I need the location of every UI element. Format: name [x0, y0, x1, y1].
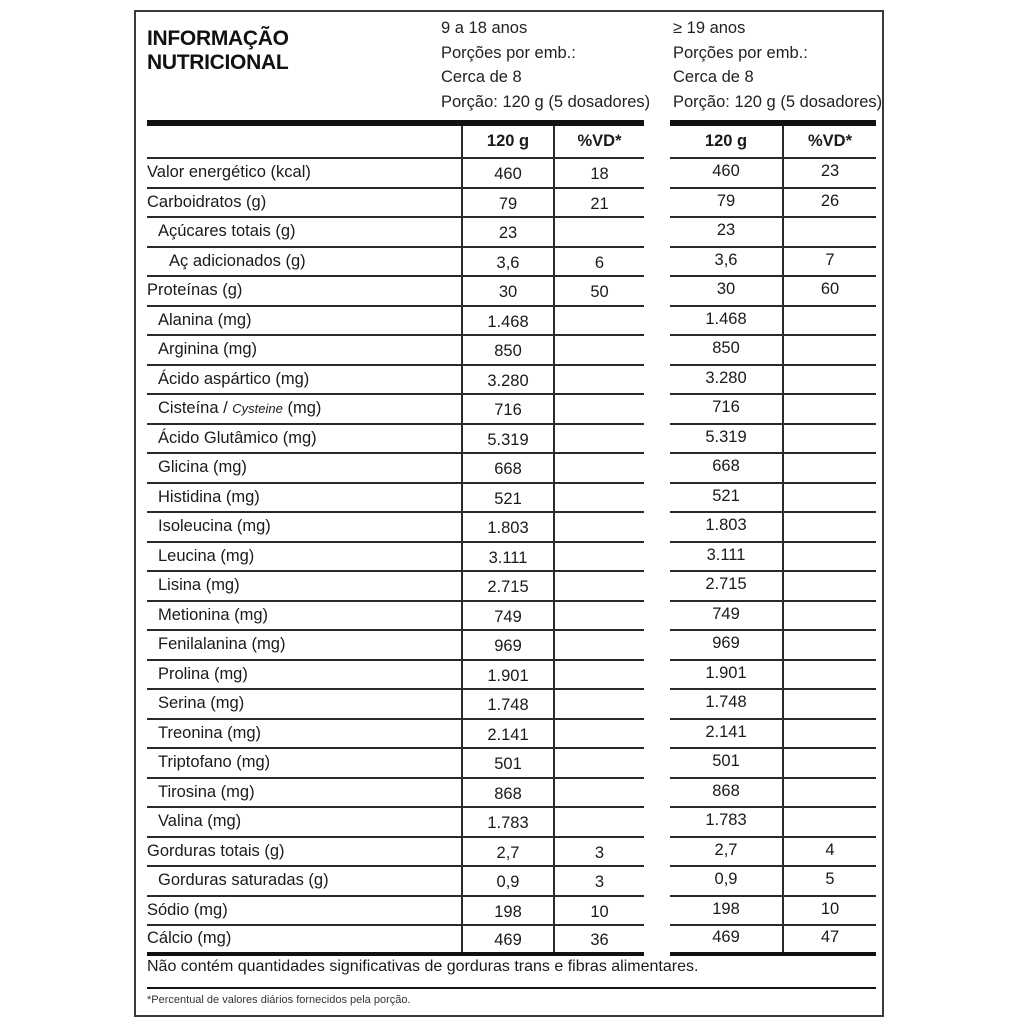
table-row — [670, 513, 876, 543]
amount-value: 716 — [670, 395, 784, 423]
nutrient-name: Carboidratos (g) — [147, 192, 267, 211]
vd-value — [784, 808, 876, 836]
title-line-2: NUTRICIONAL — [147, 51, 289, 74]
amount-value: 198 — [670, 897, 784, 925]
vd-value — [555, 366, 644, 394]
table-row — [670, 543, 876, 573]
vd-value — [555, 307, 644, 335]
table-row — [670, 277, 876, 307]
nutrient-label — [147, 336, 472, 364]
amount-value: 469 — [670, 926, 784, 952]
vd-value — [784, 602, 876, 630]
nutrient-label — [147, 425, 472, 453]
nutrient-label — [147, 867, 472, 895]
table-row — [147, 808, 644, 838]
amount-value: 469 — [461, 926, 555, 952]
vd-value: 5 — [825, 870, 835, 889]
table-row — [670, 425, 876, 455]
group-portion: Porção: 120 g (5 dosadores) — [441, 92, 651, 111]
vd-value: 3 — [594, 873, 605, 892]
nutrient-label — [147, 218, 472, 246]
label-title — [147, 27, 289, 75]
group-servings-label: Porções por emb.: — [441, 43, 576, 62]
vd-value — [784, 543, 876, 571]
nutrient-name: Sódio (mg) — [147, 900, 228, 919]
vd-value: 10 — [590, 902, 609, 921]
amount-value: 1.901 — [461, 661, 555, 689]
table-row — [670, 159, 876, 189]
vd-value — [784, 366, 876, 394]
amount-value: 1.468 — [461, 307, 555, 335]
nutrient-name: Triptofano (mg) — [158, 753, 271, 772]
nutrient-label — [147, 543, 472, 571]
vd-value — [555, 602, 644, 630]
nutrient-name: Valina (mg) — [158, 812, 242, 831]
vd-value — [555, 425, 644, 453]
amount-value: 850 — [461, 336, 555, 364]
table-row — [670, 248, 876, 278]
amount-value: 2.141 — [461, 720, 555, 748]
amount-value: 460 — [461, 159, 555, 187]
nutrient-name: Lisina (mg) — [158, 576, 240, 595]
header-amount: 120 g — [670, 126, 784, 157]
amount-value: 79 — [670, 189, 784, 217]
daily-value-footnote: *Percentual de valores diários fornecidos pela porção. — [147, 994, 411, 1006]
table-row — [147, 720, 644, 750]
table-header-row — [147, 126, 644, 159]
nutrient-label — [147, 189, 461, 217]
vd-value: 36 — [590, 931, 609, 950]
amount-value: 1.803 — [670, 513, 784, 541]
amount-value: 460 — [670, 159, 784, 187]
amount-value: 0,9 — [461, 867, 555, 895]
vd-value: 50 — [590, 283, 609, 302]
nutrient-name: Cálcio (mg) — [147, 929, 232, 948]
vd-value — [555, 454, 644, 482]
amount-value: 749 — [461, 602, 555, 630]
table-row — [670, 336, 876, 366]
nutrient-label — [147, 277, 461, 305]
vd-value: 23 — [820, 162, 840, 181]
amount-value: 5.319 — [670, 425, 784, 453]
vd-value — [784, 513, 876, 541]
amount-value: 3.111 — [670, 543, 784, 571]
vd-value — [555, 720, 644, 748]
table-row — [670, 189, 876, 219]
amount-value: 3.280 — [670, 366, 784, 394]
amount-value: 3.111 — [461, 543, 555, 571]
nutrient-label — [147, 720, 472, 748]
vd-value: 4 — [825, 840, 835, 859]
nutrient-label — [147, 926, 461, 952]
nutrient-name: Glicina (mg) — [158, 458, 247, 477]
vd-value — [784, 631, 876, 659]
group-age: ≥ 19 anos — [673, 19, 746, 37]
vd-value — [784, 218, 876, 246]
header-label — [147, 126, 461, 157]
header-amount: 120 g — [461, 126, 555, 157]
amount-value: 2.141 — [670, 720, 784, 748]
table-row — [147, 248, 644, 278]
nutrient-label — [147, 366, 472, 394]
table-row — [147, 631, 644, 661]
amount-value: 30 — [461, 277, 555, 305]
table-row — [670, 838, 876, 868]
nutrient-name: Proteínas (g) — [147, 281, 243, 300]
vd-value — [555, 513, 644, 541]
table-row — [670, 366, 876, 396]
amount-value: 1.468 — [670, 307, 784, 335]
vd-value: 18 — [590, 165, 609, 184]
nutrient-label — [147, 631, 472, 659]
table-row — [670, 720, 876, 750]
group-servings-value: Cerca de 8 — [673, 68, 754, 86]
nutrient-name: Aç adicionados (g) — [169, 251, 306, 270]
amount-value: 668 — [670, 454, 784, 482]
amount-value: 23 — [670, 218, 784, 246]
nutrient-name: Açúcares totais (g) — [158, 222, 296, 241]
table-row — [147, 897, 644, 927]
vd-value: 3 — [594, 843, 605, 862]
vd-value — [555, 690, 644, 718]
table-row — [147, 484, 644, 514]
nutrient-name: Histidina (mg) — [158, 487, 260, 506]
table-row — [670, 454, 876, 484]
nutrient-name: Prolina (mg) — [158, 664, 248, 683]
nutrient-name: Ácido Glutâmico (mg) — [158, 428, 317, 447]
amount-value: 521 — [670, 484, 784, 512]
table-row — [670, 307, 876, 337]
vd-value — [555, 572, 644, 600]
nutrition-table-9-18 — [147, 120, 644, 956]
nutrient-unit: (mg) — [282, 399, 322, 418]
vd-value — [555, 218, 644, 246]
vd-value — [555, 749, 644, 777]
nutrient-name: Ácido aspártico (mg) — [158, 369, 310, 388]
table-header-row — [670, 126, 876, 159]
nutrient-name: Alanina (mg) — [158, 310, 252, 329]
nutrition-table-19-plus — [670, 120, 876, 956]
title-line-1: INFORMAÇÃO — [147, 27, 289, 50]
vd-value — [784, 690, 876, 718]
amount-value: 2.715 — [461, 572, 555, 600]
table-row — [670, 395, 876, 425]
table-row — [670, 897, 876, 927]
nutrient-label — [147, 395, 472, 423]
table-row — [147, 867, 644, 897]
nutrient-name: Leucina (mg) — [158, 546, 255, 565]
table-row — [670, 484, 876, 514]
table-row — [147, 395, 644, 425]
table-row — [147, 661, 644, 691]
table-row — [670, 749, 876, 779]
amount-value: 668 — [461, 454, 555, 482]
table-row — [147, 159, 644, 189]
vd-value — [555, 779, 644, 807]
vd-value — [555, 336, 644, 364]
amount-value: 3.280 — [461, 366, 555, 394]
amount-value: 79 — [461, 189, 555, 217]
table-row — [147, 189, 644, 219]
nutrient-name: Valor energético (kcal) — [147, 163, 311, 182]
table-row — [147, 690, 644, 720]
nutrient-name: Gorduras saturadas (g) — [158, 871, 329, 890]
amount-value: 1.901 — [670, 661, 784, 689]
table-row — [147, 602, 644, 632]
nutrient-name-english: Cysteine — [232, 401, 283, 417]
nutrient-label — [147, 307, 472, 335]
nutrient-label — [147, 602, 472, 630]
amount-value: 2,7 — [461, 838, 555, 866]
vd-value — [784, 720, 876, 748]
nutrient-label — [147, 779, 472, 807]
footer-rule — [147, 987, 876, 989]
vd-value — [555, 543, 644, 571]
amount-value: 2,7 — [670, 838, 784, 866]
nutrient-name: Tirosina (mg) — [158, 782, 255, 801]
amount-value: 521 — [461, 484, 555, 512]
amount-value: 3,6 — [461, 248, 555, 276]
table-row — [147, 366, 644, 396]
table-row — [670, 572, 876, 602]
amount-value: 716 — [461, 395, 555, 423]
table-row — [147, 218, 644, 248]
header-vd: %VD* — [807, 132, 852, 150]
vd-value — [784, 484, 876, 512]
amount-value: 23 — [461, 218, 555, 246]
nutrient-name: Cisteína / — [158, 399, 233, 418]
nutrient-name: Gorduras totais (g) — [147, 841, 285, 860]
nutrient-name: Fenilalanina (mg) — [158, 635, 286, 654]
table-row — [147, 277, 644, 307]
table-row — [147, 749, 644, 779]
nutrient-label — [147, 808, 472, 836]
nutrient-label — [147, 749, 472, 777]
table-row — [147, 572, 644, 602]
nutrient-label — [147, 248, 483, 276]
vd-value — [555, 395, 644, 423]
vd-value — [784, 395, 876, 423]
nutrient-label — [147, 661, 472, 689]
table-row — [670, 926, 876, 956]
vd-value — [555, 808, 644, 836]
vd-value — [784, 307, 876, 335]
amount-value: 850 — [670, 336, 784, 364]
vd-value: 6 — [594, 253, 605, 272]
group-portion: Porção: 120 g (5 dosadores) — [673, 92, 883, 111]
vd-value — [555, 661, 644, 689]
nutrient-name: Treonina (mg) — [158, 723, 262, 742]
vd-value: 10 — [820, 899, 840, 918]
nutrient-name: Arginina (mg) — [158, 340, 258, 359]
nutrient-label — [147, 897, 461, 925]
nutrient-label — [147, 838, 461, 866]
vd-value — [784, 749, 876, 777]
nutrient-name: Isoleucina (mg) — [158, 517, 271, 536]
amount-value: 969 — [461, 631, 555, 659]
trans-fat-note: Não contém quantidades significativas de gorduras trans e fibras alimentares. — [147, 958, 699, 975]
vd-value — [784, 336, 876, 364]
table-row — [147, 779, 644, 809]
vd-value — [784, 572, 876, 600]
nutrient-name: Serina (mg) — [158, 694, 245, 713]
vd-value — [555, 631, 644, 659]
vd-value — [784, 779, 876, 807]
nutrient-label — [147, 484, 472, 512]
group-header-19-plus — [673, 16, 882, 114]
table-row — [147, 926, 644, 956]
header-vd: %VD* — [577, 132, 622, 150]
amount-value: 2.715 — [670, 572, 784, 600]
amount-value: 1.803 — [461, 513, 555, 541]
table-row — [147, 838, 644, 868]
table-row — [147, 543, 644, 573]
table-row — [147, 454, 644, 484]
amount-value: 868 — [461, 779, 555, 807]
vd-value — [784, 454, 876, 482]
vd-value: 26 — [820, 191, 840, 210]
amount-value: 868 — [670, 779, 784, 807]
table-row — [147, 307, 644, 337]
amount-value: 969 — [670, 631, 784, 659]
group-servings-value: Cerca de 8 — [441, 68, 522, 86]
amount-value: 5.319 — [461, 425, 555, 453]
nutrient-label — [147, 690, 472, 718]
amount-value: 1.748 — [461, 690, 555, 718]
table-row — [670, 808, 876, 838]
vd-value: 60 — [820, 280, 840, 299]
table-row — [147, 336, 644, 366]
table-row — [670, 631, 876, 661]
amount-value: 198 — [461, 897, 555, 925]
amount-value: 501 — [461, 749, 555, 777]
vd-value: 7 — [825, 250, 835, 269]
nutrient-label — [147, 159, 461, 187]
table-row — [147, 513, 644, 543]
group-age: 9 a 18 anos — [441, 19, 528, 37]
vd-value: 21 — [590, 194, 609, 213]
nutrient-label — [147, 513, 472, 541]
vd-value — [784, 425, 876, 453]
amount-value: 1.748 — [670, 690, 784, 718]
table-row — [670, 690, 876, 720]
amount-value: 3,6 — [670, 248, 784, 276]
group-servings-label: Porções por emb.: — [673, 43, 808, 62]
amount-value: 501 — [670, 749, 784, 777]
table-row — [147, 425, 644, 455]
table-row — [670, 867, 876, 897]
amount-value: 1.783 — [670, 808, 784, 836]
nutrient-label — [147, 572, 472, 600]
table-row — [670, 779, 876, 809]
vd-value — [784, 661, 876, 689]
amount-value: 1.783 — [461, 808, 555, 836]
amount-value: 0,9 — [670, 867, 784, 895]
amount-value: 30 — [670, 277, 784, 305]
nutrient-label — [147, 454, 472, 482]
vd-value — [555, 484, 644, 512]
table-row — [670, 661, 876, 691]
table-row — [670, 218, 876, 248]
vd-value: 47 — [820, 928, 840, 947]
group-header-9-18 — [441, 16, 650, 114]
amount-value: 749 — [670, 602, 784, 630]
table-row — [670, 602, 876, 632]
nutrient-name: Metionina (mg) — [158, 605, 269, 624]
